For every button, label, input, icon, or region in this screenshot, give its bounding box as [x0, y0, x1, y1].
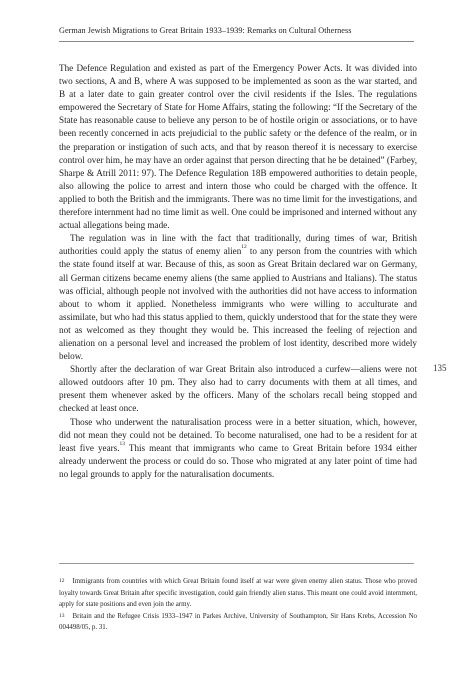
footnote-rule	[59, 563, 414, 564]
page-number: 135	[433, 363, 447, 373]
footnote-number: 13	[59, 612, 65, 619]
footnote-ref-13[interactable]: 13	[119, 440, 126, 447]
running-head: German Jewish Migrations to Great Britain 1933–1939: Remarks on Cultural Otherness	[59, 26, 352, 35]
paragraph-1	[59, 62, 417, 232]
paragraph-2	[59, 232, 417, 363]
paragraph-4-text-a: Those who underwent the naturalisation process were in a better situation, which, however, did not mean they could not be detained. To become naturalised, one had to be a resident for at least five years.	[59, 416, 417, 453]
footnote-12	[59, 576, 417, 611]
paragraph-4-text-b: This meant that immigrants who came to Great Britain before 1934 either already underwent the process or could do so. Those who migrated at any later point of time had no legal grounds to apply for the naturalisation documents.	[59, 442, 417, 479]
footnote-ref-12[interactable]: 12	[241, 244, 247, 251]
paragraph-3	[59, 363, 417, 415]
paragraph-3-text: Shortly after the declaration of war Great Britain also introduced a curfew—aliens were not allowed outdoors after 10 pm. They also had to carry documents with them at all times, and present them whenever asked by the officers. Many of the scholars recall being stopped and checked at least once.	[59, 364, 417, 414]
footnote-number: 12	[59, 578, 65, 584]
footnote-13	[59, 611, 417, 634]
paragraph-1-text: The Defence Regulation and existed as part of the Emergency Power Acts. It was divided into two sections, A and B, where A was supposed to be implemented as soon as the war started, and B at a later date to gain greater control over the civil residents if the Isles. The regulations empowered the Secretary of State for Home Affairs, stating the following: “If the Secretary of the State has reasonable cause to believe any person to be of hostile origin or associations, or to have been recently concerned in acts prejudicial to the public safety or the defence of the realm, or in the preparation or instigation of such acts, and that by reason thereof it is necessary to exercise control over him, he may have an order against that person directing that he be detained” (Farbey, Sharpe & Atrill 2011: 97). The Defence Regulation 18B empowered authorities to detain people, also allowing the police to arrest and intern those who could be charged with the offence. It applied to both the British and the immigrants. There was no time limit for the investigations, and therefore internment had no time limit as well. One could be imprisoned and interned without any actual allegations being made.	[59, 63, 417, 231]
footnotes	[59, 576, 417, 634]
footnote-text: Immigrants from countries with which Great Britain found itself at war were given enemy alien status. Those who proved loyalty towards Great Britain after specific investigation, could gain friendly alien status. This meant one could avoid internment, apply for state positions and even join the army.	[59, 578, 417, 608]
paragraph-4	[59, 416, 417, 481]
body-text	[59, 62, 417, 481]
paragraph-2-text-a: The regulation was in line with the fact that traditionally, during times of war, British authorities could apply the status of enemy alien	[59, 233, 417, 257]
paragraph-2-text-b: to any person from the countries with which the state found itself at war. Because of this, as soon as Great Britain declared war on Germany, all German citizens became enemy aliens (the same applied to Austrians and Italians). The status was official, although people not involved with the authorities did not have access to information about to whom it applied. Nonetheless immigrants who were willing to acculturate and assimilate, but who had this status applied to them, quickly understood that for the state they were not as welcomed as they thought they would be. This increased the feeling of rejection and alienation on a personal level and increased the problem of lost identity, described more widely below.	[59, 246, 417, 362]
header-rule	[59, 41, 414, 42]
footnote-text: Britain and the Refugee Crisis 1933–1947 in Parkes Archive, University of Southampton, Sir Hans Krebs, Accession No 004498/05, p. 31.	[59, 612, 417, 631]
